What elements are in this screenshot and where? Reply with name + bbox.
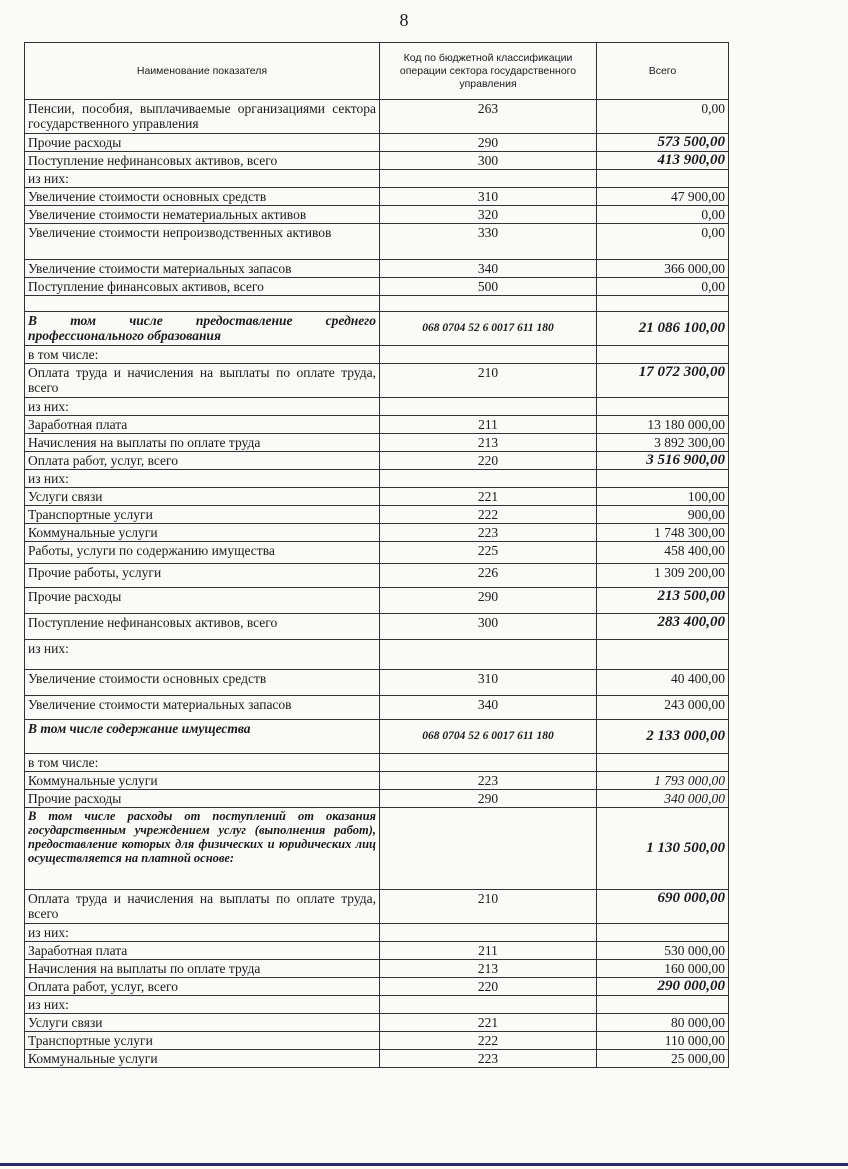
cell-total: 3 516 900,00: [597, 452, 729, 470]
cell-name: Работы, услуги по содержанию имущества: [25, 542, 380, 564]
table-row: [25, 312, 729, 346]
cell-code: 222: [380, 506, 597, 524]
cell-total: 1 309 200,00: [597, 564, 729, 588]
table-row: [25, 542, 729, 564]
page-bottom-rule: [0, 1163, 848, 1166]
cell-name: из них:: [25, 996, 380, 1014]
cell-total: [597, 296, 729, 312]
cell-name: Поступление финансовых активов, всего: [25, 278, 380, 296]
cell-name: Транспортные услуги: [25, 1032, 380, 1050]
cell-code: 213: [380, 960, 597, 978]
cell-code: 222: [380, 1032, 597, 1050]
cell-name: Транспортные услуги: [25, 506, 380, 524]
cell-name: Оплата труда и начисления на выплаты по оплате труда, всего: [25, 364, 380, 398]
cell-code: 068 0704 52 6 0017 611 180: [380, 312, 597, 346]
cell-name: Оплата работ, услуг, всего: [25, 452, 380, 470]
cell-code: 500: [380, 278, 597, 296]
cell-name: Коммунальные услуги: [25, 1050, 380, 1068]
cell-name: из них:: [25, 170, 380, 188]
table-row: [25, 364, 729, 398]
table-row: [25, 346, 729, 364]
table-row: [25, 488, 729, 506]
cell-name: Услуги связи: [25, 488, 380, 506]
cell-code: 225: [380, 542, 597, 564]
table-row: [25, 416, 729, 434]
cell-code: 220: [380, 452, 597, 470]
cell-name: из них:: [25, 470, 380, 488]
budget-table: [24, 42, 729, 1068]
table-row: [25, 260, 729, 278]
cell-total: 573 500,00: [597, 134, 729, 152]
cell-code: 310: [380, 188, 597, 206]
table-row: [25, 942, 729, 960]
table-row: [25, 224, 729, 260]
table-row: [25, 670, 729, 696]
cell-code: [380, 640, 597, 670]
table-row: [25, 506, 729, 524]
cell-code: 211: [380, 942, 597, 960]
cell-total: 1 793 000,00: [597, 772, 729, 790]
column-header-code: Код по бюджетной классификации операции сектора государственного управления: [380, 43, 597, 100]
cell-code: [380, 924, 597, 942]
cell-code: 290: [380, 134, 597, 152]
cell-code: 340: [380, 260, 597, 278]
cell-name: Поступление нефинансовых активов, всего: [25, 152, 380, 170]
cell-code: 221: [380, 1014, 597, 1032]
cell-total: 900,00: [597, 506, 729, 524]
cell-total: 0,00: [597, 206, 729, 224]
table-row: [25, 188, 729, 206]
cell-total: 458 400,00: [597, 542, 729, 564]
cell-code: [380, 296, 597, 312]
cell-code: 330: [380, 224, 597, 260]
cell-name: Прочие расходы: [25, 790, 380, 808]
cell-total: [597, 924, 729, 942]
cell-total: 413 900,00: [597, 152, 729, 170]
cell-total: 21 086 100,00: [597, 312, 729, 346]
cell-total: [597, 754, 729, 772]
table-row: [25, 170, 729, 188]
table-row: [25, 890, 729, 924]
cell-name: Оплата труда и начисления на выплаты по оплате труда, всего: [25, 890, 380, 924]
cell-name: В том числе предоставление среднего профессионального образования: [25, 312, 380, 346]
cell-code: [380, 754, 597, 772]
cell-name: Оплата работ, услуг, всего: [25, 978, 380, 996]
cell-code: 223: [380, 1050, 597, 1068]
table-row: [25, 720, 729, 754]
cell-name: Увеличение стоимости материальных запасов: [25, 260, 380, 278]
table-row: [25, 960, 729, 978]
cell-name: Начисления на выплаты по оплате труда: [25, 434, 380, 452]
cell-code: 213: [380, 434, 597, 452]
cell-name: Увеличение стоимости непроизводственных активов: [25, 224, 380, 260]
cell-code: 263: [380, 100, 597, 134]
cell-total: 290 000,00: [597, 978, 729, 996]
table-row: [25, 790, 729, 808]
cell-code: [380, 996, 597, 1014]
cell-total: 243 000,00: [597, 696, 729, 720]
cell-total: 0,00: [597, 278, 729, 296]
cell-total: 530 000,00: [597, 942, 729, 960]
table-row: [25, 434, 729, 452]
table-row: [25, 754, 729, 772]
cell-name: Пенсии, пособия, выплачиваемые организациями сектора государственного управления: [25, 100, 380, 134]
cell-name: Заработная плата: [25, 416, 380, 434]
cell-total: 0,00: [597, 224, 729, 260]
cell-code: 220: [380, 978, 597, 996]
table-row: [25, 564, 729, 588]
cell-name: в том числе:: [25, 754, 380, 772]
cell-code: 310: [380, 670, 597, 696]
cell-total: 213 500,00: [597, 588, 729, 614]
cell-name: В том числе содержание имущества: [25, 720, 380, 754]
table-row: [25, 524, 729, 542]
cell-name: [25, 296, 380, 312]
cell-name: в том числе:: [25, 346, 380, 364]
cell-total: [597, 398, 729, 416]
cell-code: 300: [380, 152, 597, 170]
cell-name: Поступление нефинансовых активов, всего: [25, 614, 380, 640]
cell-total: [597, 346, 729, 364]
cell-name: Увеличение стоимости нематериальных активов: [25, 206, 380, 224]
column-header-name: Наименование показателя: [25, 43, 380, 100]
table-row: [25, 452, 729, 470]
cell-code: [380, 808, 597, 890]
cell-total: 1 748 300,00: [597, 524, 729, 542]
cell-total: 0,00: [597, 100, 729, 134]
cell-total: 340 000,00: [597, 790, 729, 808]
cell-code: 290: [380, 790, 597, 808]
cell-name: Прочие расходы: [25, 134, 380, 152]
cell-total: 40 400,00: [597, 670, 729, 696]
cell-name: Прочие работы, услуги: [25, 564, 380, 588]
cell-total: 3 892 300,00: [597, 434, 729, 452]
cell-total: [597, 996, 729, 1014]
table-row: [25, 772, 729, 790]
cell-name: из них:: [25, 924, 380, 942]
cell-code: 211: [380, 416, 597, 434]
table-row: [25, 296, 729, 312]
cell-name: из них:: [25, 398, 380, 416]
cell-name: Коммунальные услуги: [25, 524, 380, 542]
cell-total: 2 133 000,00: [597, 720, 729, 754]
page-number: 8: [399, 10, 409, 30]
cell-code: [380, 398, 597, 416]
cell-total: 25 000,00: [597, 1050, 729, 1068]
table-row: [25, 470, 729, 488]
cell-total: 17 072 300,00: [597, 364, 729, 398]
column-header-total: Всего: [597, 43, 729, 100]
cell-total: 160 000,00: [597, 960, 729, 978]
table-row: [25, 808, 729, 890]
table-row: [25, 924, 729, 942]
cell-total: 366 000,00: [597, 260, 729, 278]
cell-code: 226: [380, 564, 597, 588]
cell-total: 100,00: [597, 488, 729, 506]
cell-name: из них:: [25, 640, 380, 670]
table-header-row: [25, 43, 729, 100]
cell-name: Прочие расходы: [25, 588, 380, 614]
table-row: [25, 1050, 729, 1068]
table-row: [25, 696, 729, 720]
table-row: [25, 978, 729, 996]
cell-name: Увеличение стоимости основных средств: [25, 670, 380, 696]
cell-total: 690 000,00: [597, 890, 729, 924]
table-row: [25, 996, 729, 1014]
table-row: [25, 134, 729, 152]
cell-code: 223: [380, 772, 597, 790]
table-row: [25, 206, 729, 224]
cell-total: [597, 470, 729, 488]
cell-code: 290: [380, 588, 597, 614]
cell-code: 210: [380, 364, 597, 398]
table-row: [25, 640, 729, 670]
table-row: [25, 588, 729, 614]
table-row: [25, 1014, 729, 1032]
table-row: [25, 152, 729, 170]
cell-total: 110 000,00: [597, 1032, 729, 1050]
cell-name: Начисления на выплаты по оплате труда: [25, 960, 380, 978]
cell-name: Увеличение стоимости основных средств: [25, 188, 380, 206]
cell-code: 068 0704 52 6 0017 611 180: [380, 720, 597, 754]
cell-code: 210: [380, 890, 597, 924]
cell-code: [380, 470, 597, 488]
table-row: [25, 614, 729, 640]
cell-total: [597, 170, 729, 188]
cell-code: 340: [380, 696, 597, 720]
cell-code: [380, 170, 597, 188]
cell-name: Увеличение стоимости материальных запасов: [25, 696, 380, 720]
cell-name: Коммунальные услуги: [25, 772, 380, 790]
cell-code: 223: [380, 524, 597, 542]
cell-total: 13 180 000,00: [597, 416, 729, 434]
cell-name: Услуги связи: [25, 1014, 380, 1032]
cell-code: 300: [380, 614, 597, 640]
table-body: [25, 100, 729, 1068]
cell-total: 47 900,00: [597, 188, 729, 206]
table-row: [25, 278, 729, 296]
cell-code: [380, 346, 597, 364]
cell-total: 80 000,00: [597, 1014, 729, 1032]
table-row: [25, 100, 729, 134]
cell-total: 283 400,00: [597, 614, 729, 640]
cell-total: 1 130 500,00: [597, 808, 729, 890]
cell-name: В том числе расходы от поступлений от оказания государственным учреждением услуг (выполнения работ), предоставление которых для физических и юридических лиц осуществляется на платной основе:: [25, 808, 380, 890]
cell-name: Заработная плата: [25, 942, 380, 960]
table-row: [25, 398, 729, 416]
cell-code: 320: [380, 206, 597, 224]
cell-code: 221: [380, 488, 597, 506]
cell-total: [597, 640, 729, 670]
table-row: [25, 1032, 729, 1050]
